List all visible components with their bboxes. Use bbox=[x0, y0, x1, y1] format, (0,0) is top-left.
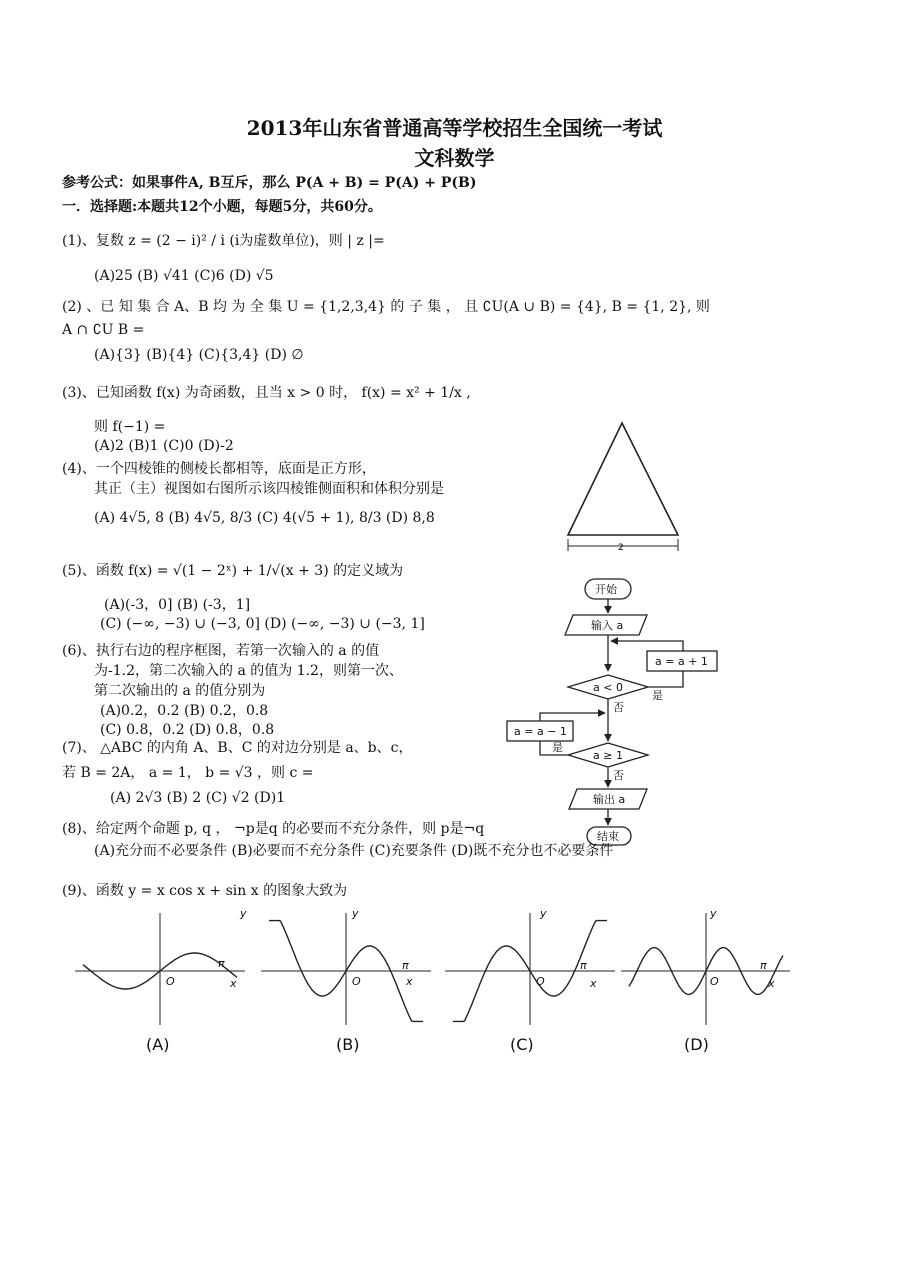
graph-c-origin: O bbox=[536, 975, 545, 988]
graph-d-label: (D) bbox=[684, 1035, 709, 1054]
graph-a-origin: O bbox=[166, 975, 175, 988]
graph-d-y-label: y bbox=[710, 907, 717, 920]
q8-stem: (8)、给定两个命题 p, q ， ¬p是q 的必要而不充分条件，则 p是¬q bbox=[62, 821, 485, 837]
q7-options: (A) 2√3 (B) 2 (C) √2 (D)1 bbox=[110, 790, 286, 806]
reference-formula: 参考公式：如果事件A, B互斥，那么 P(A + B) = P(A) + P(B) bbox=[62, 175, 477, 191]
graph-a-label: (A) bbox=[146, 1035, 170, 1054]
graph-b-pi: π bbox=[402, 959, 409, 972]
flowchart-figure bbox=[495, 575, 735, 850]
q2-stem: (2) 、已 知 集 合 A、B 均 为 全 集 U = {1,2,3,4} 的 子 集 ， 且 ∁U(A ∪ B) = {4}, B = {1, 2}, 则 bbox=[62, 299, 710, 315]
q2-stem2: A ∩ ∁U B = bbox=[62, 322, 145, 338]
flow-no2-text: 否 bbox=[613, 769, 624, 782]
q6-options2: (C) 0.8，0.2 (D) 0.8，0.8 bbox=[100, 722, 275, 738]
q1-options: (A)25 (B) √41 (C)6 (D) √5 bbox=[94, 268, 274, 284]
flow-input-text: 输入 a bbox=[591, 619, 624, 632]
graph-d-x-label: x bbox=[768, 977, 775, 990]
q3-stem: (3)、已知函数 f(x) 为奇函数，且当 x > 0 时， f(x) = x² + 1/x , bbox=[62, 385, 471, 401]
graph-a-y-label: y bbox=[240, 907, 247, 920]
q4-front-view-figure bbox=[560, 415, 700, 560]
q7-stem: (7)、 △ABC 的内角 A、B、C 的对边分别是 a、b、c， bbox=[62, 740, 413, 756]
graph-c-y-label: y bbox=[540, 907, 547, 920]
graph-b-y-label: y bbox=[352, 907, 359, 920]
q6-stem: (6)、执行右边的程序框图，若第一次输入的 a 的值 bbox=[62, 643, 380, 659]
q6-stem3: 第二次输出的 a 的值分别为 bbox=[94, 683, 266, 699]
q1-stem: (1)、复数 z = (2 − i)² / i (i为虚数单位)，则 | z |= bbox=[62, 233, 385, 249]
q8-options: (A)充分而不必要条件 (B)必要而不充分条件 (C)充要条件 (D)既不充分也不必要条件 bbox=[94, 843, 614, 859]
graph-b-label: (B) bbox=[336, 1035, 360, 1054]
graph-d-pi: π bbox=[760, 959, 767, 972]
q5-options1: (A)(-3，0] (B) (-3，1] bbox=[104, 597, 251, 613]
q9-stem: (9)、函数 y = x cos x + sin x 的图象大致为 bbox=[62, 883, 348, 899]
q5-stem: (5)、函数 f(x) = √(1 − 2ˣ) + 1/√(x + 3) 的定义域为 bbox=[62, 563, 404, 579]
flow-cond1-text: a < 0 bbox=[593, 681, 623, 694]
graph-a-x-label: x bbox=[230, 977, 237, 990]
graph-b-x-label: x bbox=[406, 975, 413, 988]
q9-graphs bbox=[70, 905, 790, 1070]
flow-output-text: 输出 a bbox=[593, 793, 626, 806]
flow-end-text: 结束 bbox=[597, 830, 619, 843]
q3-stem2: 则 f(−1) = bbox=[94, 419, 166, 435]
q4-dim-label: 2 bbox=[618, 543, 624, 553]
graph-c-label: (C) bbox=[510, 1035, 534, 1054]
graph-c-x-label: x bbox=[590, 977, 597, 990]
q7-stem2: 若 B = 2A， a = 1， b = √3 ，则 c = bbox=[62, 765, 314, 781]
exam-title: 2013年山东省普通高等学校招生全国统一考试 bbox=[246, 116, 663, 140]
flow-start-text: 开始 bbox=[595, 583, 617, 596]
q5-options2: (C) (−∞, −3) ∪ (−3, 0] (D) (−∞, −3) ∪ (−3, 1] bbox=[100, 616, 425, 632]
graph-d-origin: O bbox=[710, 975, 719, 988]
flow-yes2-text: 是 bbox=[552, 741, 563, 754]
section-heading: 一．选择题:本题共12个小题，每题5分，共60分。 bbox=[62, 199, 382, 215]
graph-b-origin: O bbox=[352, 975, 361, 988]
graph-a-pi: π bbox=[218, 957, 225, 970]
q3-options: (A)2 (B)1 (C)0 (D)-2 bbox=[94, 438, 234, 454]
flow-cond2-text: a ≥ 1 bbox=[593, 749, 623, 762]
q4-stem2: 其正（主）视图如右图所示该四棱锥侧面积和体积分别是 bbox=[94, 481, 444, 497]
q6-options1: (A)0.2，0.2 (B) 0.2，0.8 bbox=[100, 703, 269, 719]
triangle-shape bbox=[568, 423, 678, 535]
flow-no1-text: 否 bbox=[613, 701, 624, 714]
q6-stem2: 为-1.2，第二次输入的 a 的值为 1.2，则第一次、 bbox=[94, 663, 403, 679]
flow-decrement-text: a = a − 1 bbox=[514, 725, 567, 738]
flow-yes1-text: 是 bbox=[652, 689, 663, 702]
q4-options: (A) 4√5, 8 (B) 4√5, 8/3 (C) 4(√5 + 1), 8/3 (D) 8,8 bbox=[94, 510, 435, 526]
q4-stem: (4)、一个四棱锥的侧棱长都相等，底面是正方形， bbox=[62, 461, 376, 477]
exam-subtitle: 文科数学 bbox=[414, 146, 495, 170]
graph-c-pi: π bbox=[580, 959, 587, 972]
flow-increment-text: a = a + 1 bbox=[655, 655, 708, 668]
q2-options: (A){3} (B){4} (C){3,4} (D) ∅ bbox=[94, 347, 304, 363]
